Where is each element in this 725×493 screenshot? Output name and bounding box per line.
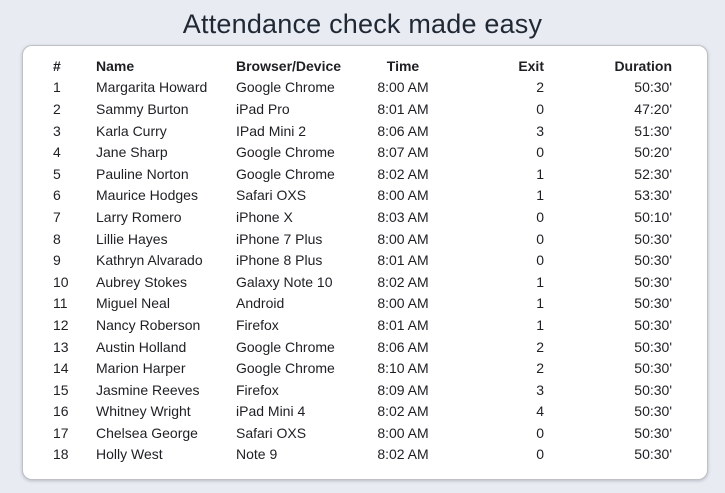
cell-num: 4 bbox=[53, 144, 61, 161]
column-header-exit: Exit bbox=[518, 57, 544, 74]
cell-duration: 51:30' bbox=[634, 122, 672, 139]
table-row bbox=[36, 249, 692, 271]
cell-duration: 52:30' bbox=[634, 165, 672, 182]
cell-time: 8:02 AM bbox=[377, 403, 429, 420]
cell-num: 3 bbox=[53, 122, 61, 139]
cell-exit: 0 bbox=[536, 100, 544, 117]
cell-duration: 53:30' bbox=[634, 187, 672, 204]
cell-device: iPhone 7 Plus bbox=[236, 230, 323, 247]
cell-exit: 0 bbox=[536, 208, 544, 225]
cell-device: Safari OXS bbox=[236, 424, 307, 441]
cell-duration: 50:30' bbox=[634, 252, 672, 269]
cell-time: 8:01 AM bbox=[377, 316, 429, 333]
table-row bbox=[36, 163, 692, 185]
cell-exit: 2 bbox=[536, 79, 544, 96]
cell-duration: 47:20' bbox=[634, 100, 672, 117]
cell-num: 9 bbox=[53, 252, 61, 269]
cell-duration: 50:30' bbox=[634, 273, 672, 290]
cell-name: Karla Curry bbox=[96, 122, 167, 139]
cell-name: Nancy Roberson bbox=[96, 316, 201, 333]
table-row bbox=[36, 271, 692, 293]
cell-name: Jane Sharp bbox=[96, 144, 168, 161]
cell-exit: 1 bbox=[536, 295, 544, 312]
cell-device: Safari OXS bbox=[236, 187, 307, 204]
cell-num: 12 bbox=[53, 316, 69, 333]
cell-exit: 2 bbox=[536, 338, 544, 355]
column-header-device: Browser/Device bbox=[236, 57, 342, 74]
cell-num: 5 bbox=[53, 165, 61, 182]
cell-name: Miguel Neal bbox=[96, 295, 170, 312]
cell-device: Galaxy Note 10 bbox=[236, 273, 333, 290]
cell-time: 8:00 AM bbox=[377, 424, 429, 441]
cell-num: 13 bbox=[53, 338, 69, 355]
cell-time: 8:00 AM bbox=[377, 295, 429, 312]
table-row bbox=[36, 336, 692, 358]
cell-exit: 1 bbox=[536, 273, 544, 290]
column-header-time: Time bbox=[386, 57, 420, 74]
cell-name: Sammy Burton bbox=[96, 100, 189, 117]
cell-device: IPad Mini 2 bbox=[236, 122, 307, 139]
cell-exit: 0 bbox=[536, 446, 544, 463]
cell-device: Google Chrome bbox=[236, 338, 335, 355]
table-body bbox=[36, 77, 692, 466]
cell-name: Chelsea George bbox=[96, 424, 198, 441]
table-row bbox=[36, 120, 692, 142]
cell-exit: 2 bbox=[536, 360, 544, 377]
cell-device: Google Chrome bbox=[236, 79, 335, 96]
table-row bbox=[36, 77, 692, 99]
cell-device: Firefox bbox=[236, 316, 279, 333]
table-row bbox=[36, 206, 692, 228]
column-header-number: # bbox=[53, 57, 61, 74]
cell-name: Whitney Wright bbox=[96, 403, 191, 420]
cell-num: 6 bbox=[53, 187, 61, 204]
cell-time: 8:10 AM bbox=[377, 360, 429, 377]
cell-duration: 50:30' bbox=[634, 424, 672, 441]
table-row bbox=[36, 98, 692, 120]
cell-time: 8:09 AM bbox=[377, 381, 429, 398]
cell-duration: 50:30' bbox=[634, 316, 672, 333]
cell-duration: 50:20' bbox=[634, 144, 672, 161]
cell-duration: 50:30' bbox=[634, 338, 672, 355]
cell-device: Google Chrome bbox=[236, 144, 335, 161]
cell-time: 8:06 AM bbox=[377, 122, 429, 139]
cell-time: 8:00 AM bbox=[377, 230, 429, 247]
cell-exit: 0 bbox=[536, 424, 544, 441]
cell-num: 16 bbox=[53, 403, 69, 420]
cell-name: Lillie Hayes bbox=[96, 230, 168, 247]
cell-num: 1 bbox=[53, 79, 61, 96]
cell-device: Android bbox=[236, 295, 285, 312]
cell-name: Jasmine Reeves bbox=[96, 381, 200, 398]
cell-num: 18 bbox=[53, 446, 69, 463]
cell-time: 8:02 AM bbox=[377, 446, 429, 463]
column-header-name: Name bbox=[96, 57, 135, 74]
cell-exit: 0 bbox=[536, 252, 544, 269]
cell-name: Aubrey Stokes bbox=[96, 273, 188, 290]
cell-time: 8:07 AM bbox=[377, 144, 429, 161]
cell-num: 14 bbox=[53, 360, 69, 377]
cell-device: Google Chrome bbox=[236, 360, 335, 377]
attendance-card bbox=[22, 45, 708, 480]
table-row bbox=[36, 379, 692, 401]
cell-duration: 50:30' bbox=[634, 381, 672, 398]
header-row bbox=[36, 55, 692, 77]
cell-name: Margarita Howard bbox=[96, 79, 208, 96]
cell-num: 2 bbox=[53, 100, 61, 117]
table-row bbox=[36, 444, 692, 466]
cell-device: iPhone X bbox=[236, 208, 293, 225]
cell-time: 8:02 AM bbox=[377, 165, 429, 182]
cell-duration: 50:30' bbox=[634, 446, 672, 463]
cell-name: Maurice Hodges bbox=[96, 187, 198, 204]
cell-exit: 4 bbox=[536, 403, 544, 420]
cell-num: 15 bbox=[53, 381, 69, 398]
cell-time: 8:06 AM bbox=[377, 338, 429, 355]
table-row bbox=[36, 185, 692, 207]
cell-num: 17 bbox=[53, 424, 69, 441]
cell-duration: 50:30' bbox=[634, 230, 672, 247]
table-row bbox=[36, 357, 692, 379]
cell-exit: 0 bbox=[536, 230, 544, 247]
cell-name: Larry Romero bbox=[96, 208, 182, 225]
cell-duration: 50:30' bbox=[634, 360, 672, 377]
cell-name: Holly West bbox=[96, 446, 163, 463]
cell-duration: 50:30' bbox=[634, 295, 672, 312]
attendance-table bbox=[36, 55, 692, 465]
cell-device: iPad Pro bbox=[236, 100, 290, 117]
cell-name: Marion Harper bbox=[96, 360, 186, 377]
cell-time: 8:01 AM bbox=[377, 100, 429, 117]
cell-exit: 0 bbox=[536, 144, 544, 161]
cell-device: Google Chrome bbox=[236, 165, 335, 182]
cell-device: iPad Mini 4 bbox=[236, 403, 306, 420]
column-header-duration: Duration bbox=[614, 57, 672, 74]
cell-duration: 50:30' bbox=[634, 403, 672, 420]
cell-num: 8 bbox=[53, 230, 61, 247]
cell-num: 10 bbox=[53, 273, 69, 290]
cell-num: 7 bbox=[53, 208, 61, 225]
cell-num: 11 bbox=[53, 295, 68, 312]
cell-name: Kathryn Alvarado bbox=[96, 252, 203, 269]
cell-exit: 3 bbox=[536, 122, 544, 139]
cell-exit: 1 bbox=[536, 187, 544, 204]
cell-name: Pauline Norton bbox=[96, 165, 189, 182]
cell-name: Austin Holland bbox=[96, 338, 187, 355]
table-row bbox=[36, 422, 692, 444]
table-row bbox=[36, 314, 692, 336]
cell-device: Note 9 bbox=[236, 446, 278, 463]
cell-exit: 3 bbox=[536, 381, 544, 398]
cell-exit: 1 bbox=[536, 316, 544, 333]
cell-time: 8:02 AM bbox=[377, 273, 429, 290]
cell-duration: 50:10' bbox=[634, 208, 672, 225]
cell-time: 8:00 AM bbox=[377, 187, 429, 204]
cell-device: Firefox bbox=[236, 381, 279, 398]
cell-time: 8:00 AM bbox=[377, 79, 429, 96]
table-row bbox=[36, 293, 692, 315]
cell-time: 8:01 AM bbox=[377, 252, 429, 269]
cell-time: 8:03 AM bbox=[377, 208, 429, 225]
cell-duration: 50:30' bbox=[634, 79, 672, 96]
table-row bbox=[36, 141, 692, 163]
cell-device: iPhone 8 Plus bbox=[236, 252, 323, 269]
table-row bbox=[36, 228, 692, 250]
page-title: Attendance check made easy bbox=[182, 9, 543, 39]
cell-exit: 1 bbox=[536, 165, 544, 182]
table-row bbox=[36, 401, 692, 423]
